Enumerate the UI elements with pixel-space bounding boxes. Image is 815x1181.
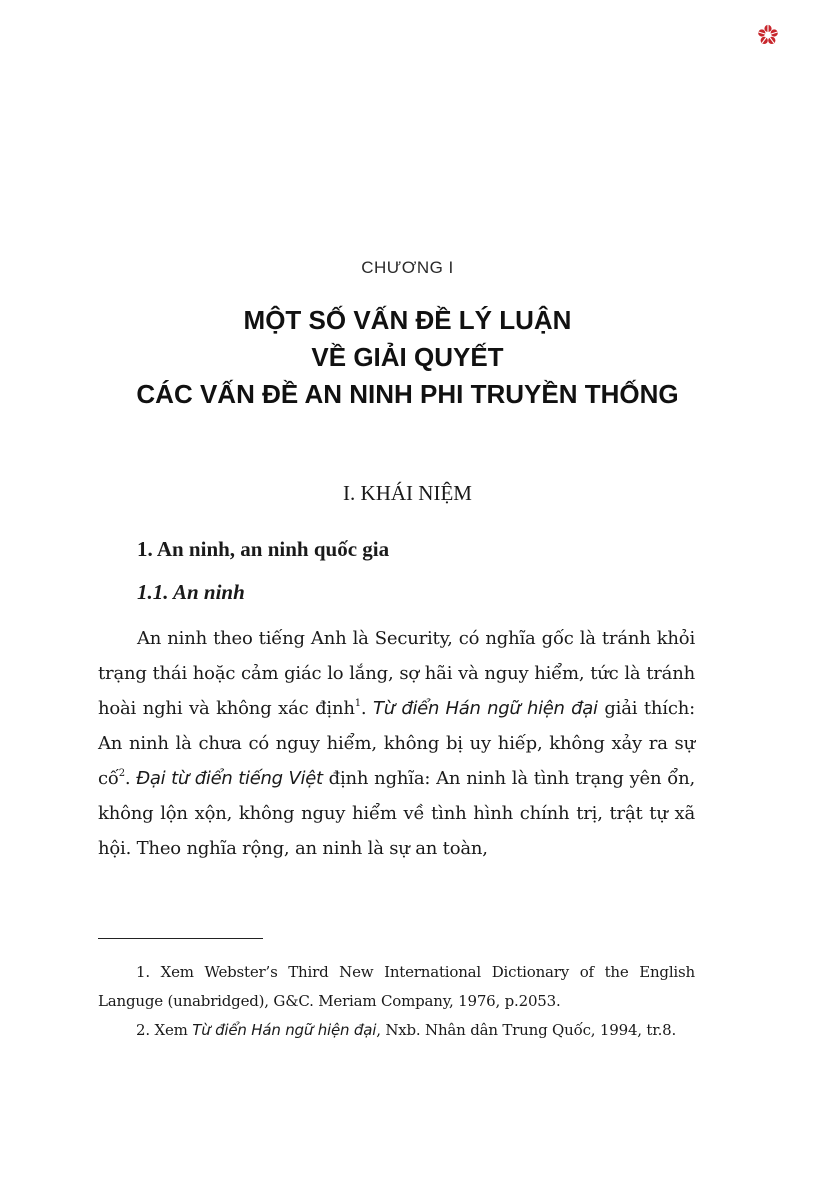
subsection-heading: 1. An ninh, an ninh quốc gia [137,537,390,561]
section-heading: I. KHÁI NIỆM [343,481,472,505]
paragraph-text: giải thích: An ninh là chưa có nguy hiểm, không bị uy hiếp, không xảy ra sự cố [98,698,696,789]
paragraph-text: định nghĩa: An ninh là tình trạng yên ổn, không lộn xộn, không nguy hiểm về tình hình chính trị, trật tự xã hội. Theo nghĩa rộng, an ninh là sự an toàn, [98,768,695,859]
book-title: Từ điển Hán ngữ hiện đại [373,698,598,719]
footnote-1: 1. Xem Webster’s Third New International Dictionary of the English Languge (unabridged), G&C. Meriam Company, 1976, p.2053. [98,963,695,1010]
footnotes [98,958,695,1045]
paragraph-text: . [124,768,137,789]
footnote-divider [98,938,263,939]
paragraph-text: An ninh theo tiếng Anh là Security, có nghĩa gốc là tránh khỏi trạng thái hoặc cảm giác lo lắng, sợ hãi và nguy hiểm, tức là tránh hoài nghi và không xác định [98,628,695,719]
chapter-title-line: VỀ GIẢI QUYẾT [311,342,504,372]
book-title: Đại từ điển tiếng Việt [136,768,323,789]
footnote-text: , Nxb. Nhân dân Trung Quốc, 1994, tr.8. [376,1021,677,1039]
book-title: Từ điển Hán ngữ hiện đại [192,1021,377,1039]
body-paragraph [98,621,695,866]
flower-ornament-icon [757,24,779,46]
subsubsection-heading: 1.1. An ninh [137,580,245,604]
chapter-label: CHƯƠNG I [361,258,454,277]
chapter-title-line: CÁC VẤN ĐỀ AN NINH PHI TRUYỀN THỐNG [136,379,679,409]
footnote-2 [98,1016,695,1045]
footnote-text: 2. Xem [136,1021,193,1039]
chapter-title-line: MỘT SỐ VẤN ĐỀ LÝ LUẬN [243,305,572,335]
chapter-title [40,302,775,413]
footnote-ref-2[interactable]: 2 [118,768,125,779]
footnote-ref-1[interactable]: 1 [354,698,361,709]
paragraph-text: . [360,698,374,719]
